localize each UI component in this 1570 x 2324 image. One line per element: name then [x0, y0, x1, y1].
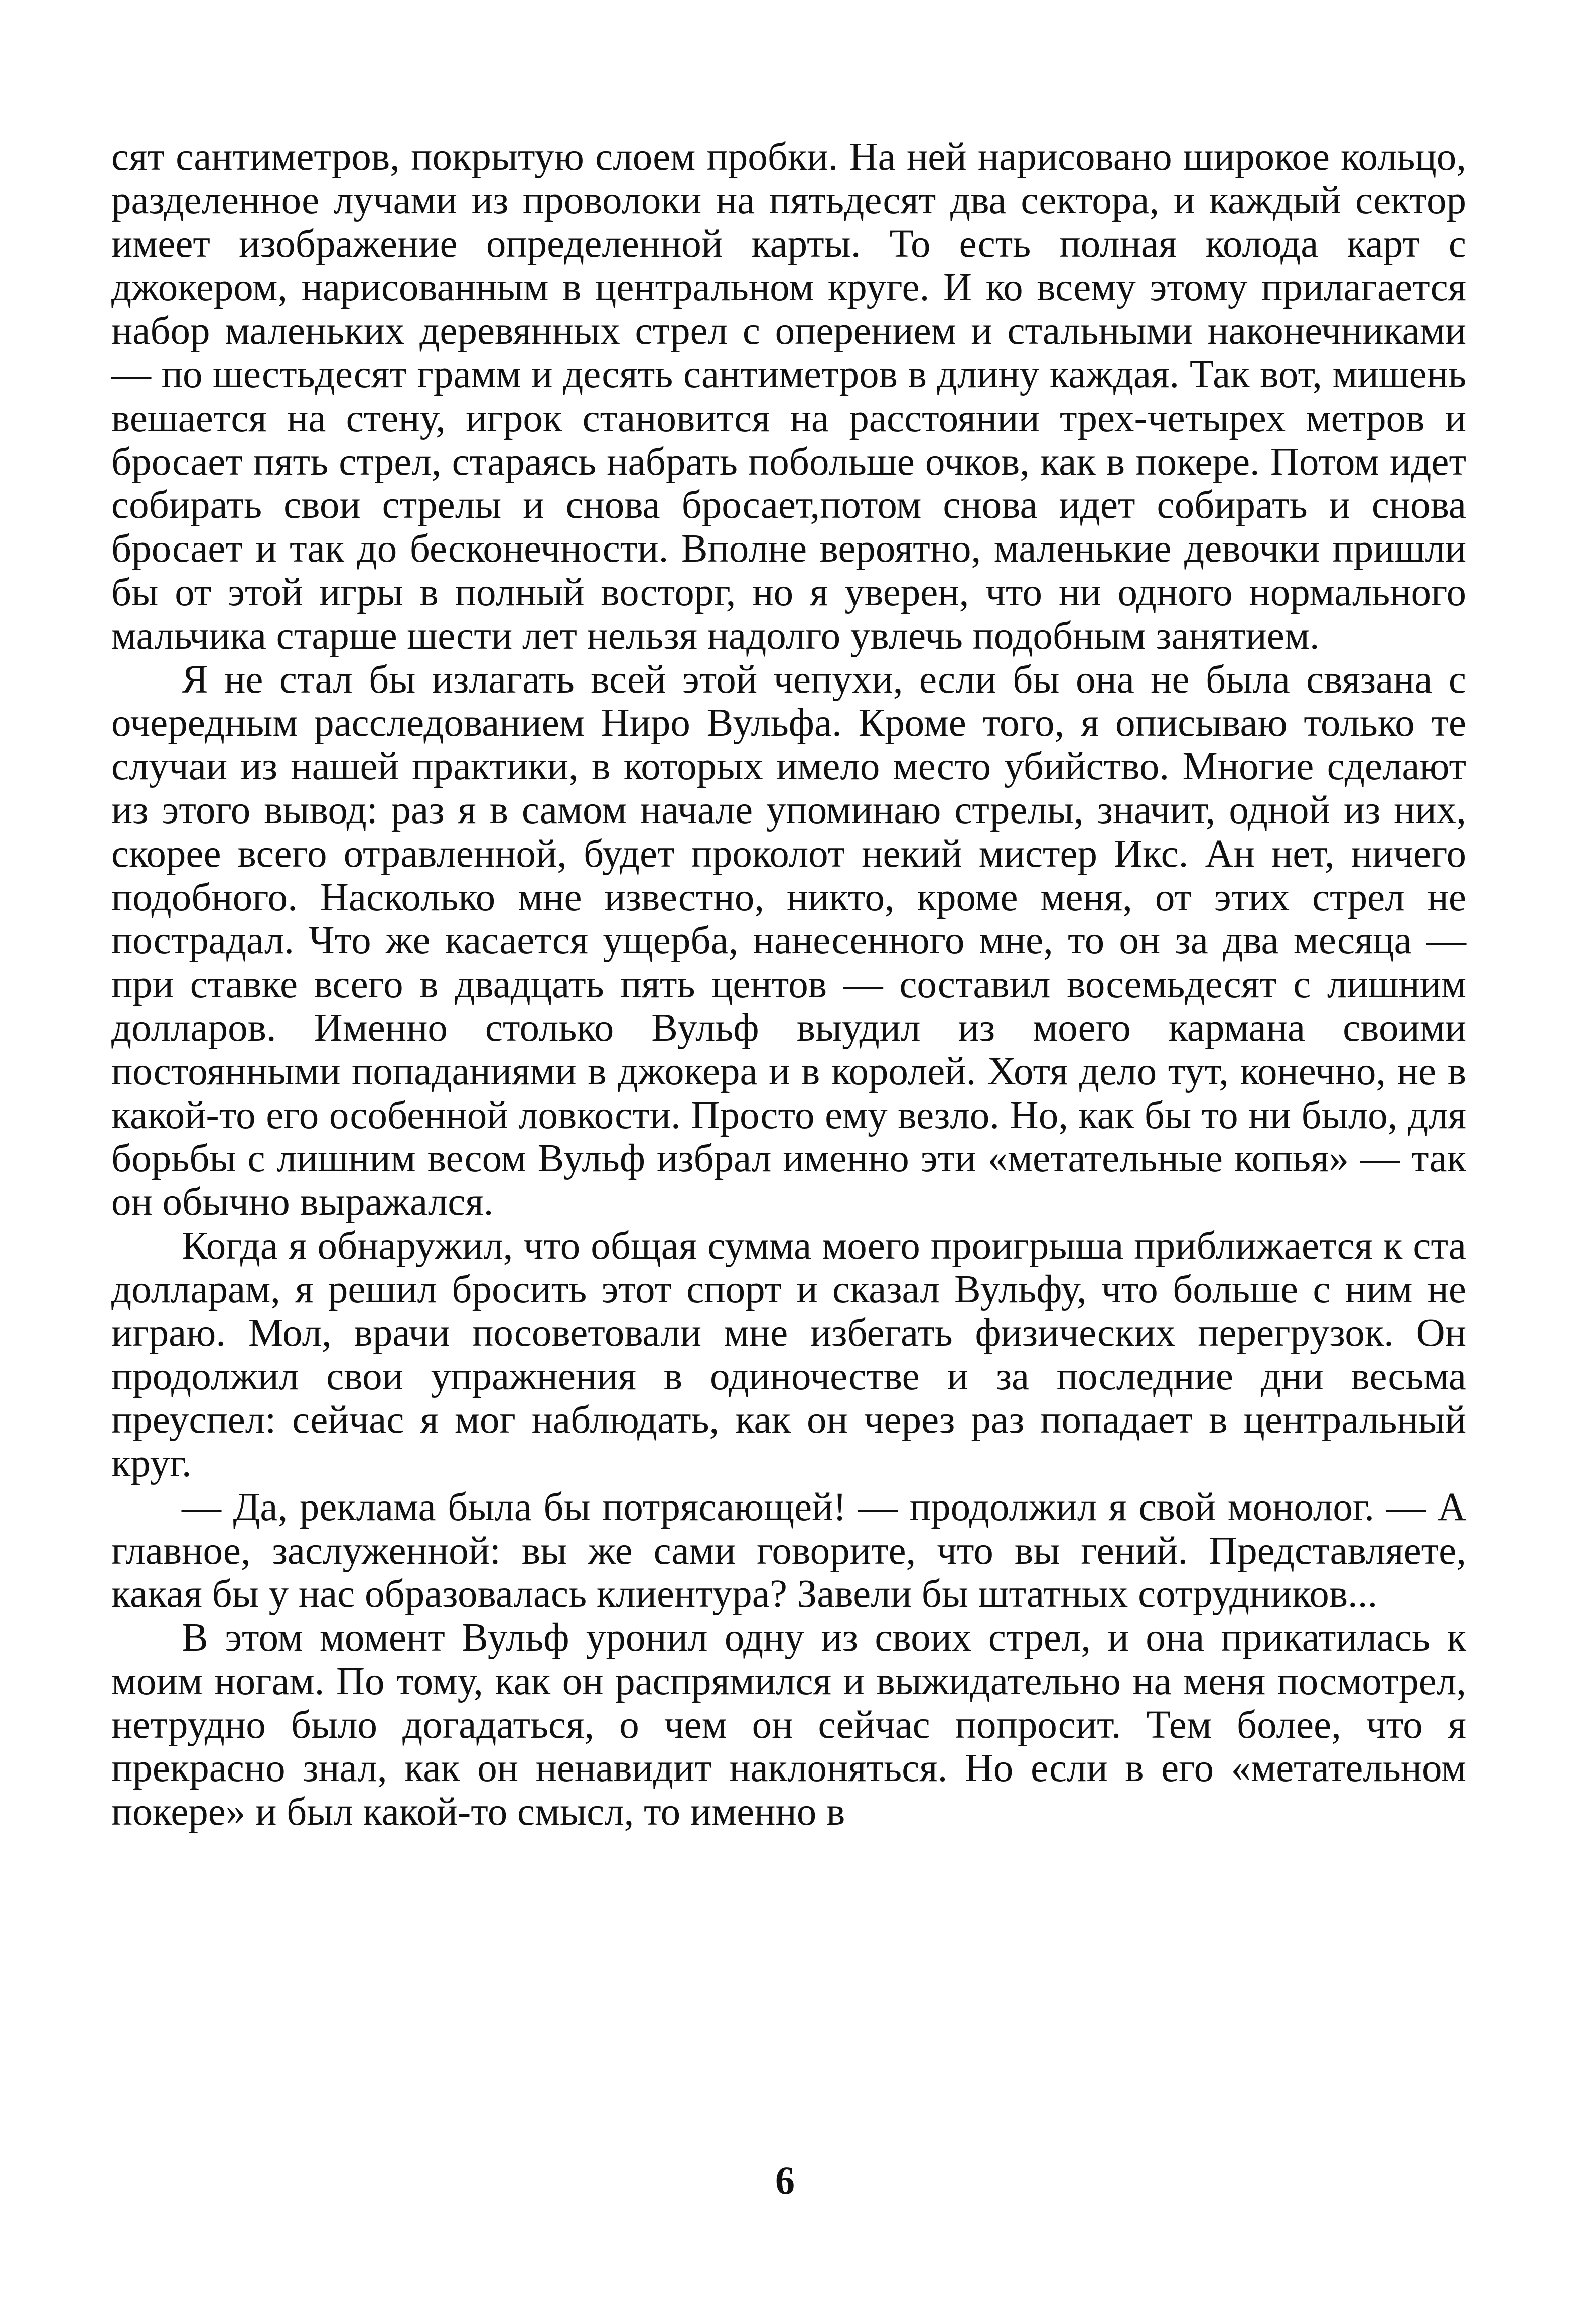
- paragraph-continuation: сят сантиметров, покрытую слоем пробки. На ней нарисовано широкое кольцо, разделенное лучами из проволоки на пятьдесят два сектора, и каждый сектор имеет изображение определенной карты. То есть полная колода карт с джокером, нарисованным в центральном круге. И ко всему этому прилагается набор маленьких деревянных стрел с оперением и стальными наконечниками — по шестьдесят грамм и десять сантиметров в длину каждая. Так вот, мишень вешается на стену, игрок становится на расстоянии трех-четырех метров и бросает пять стрел, стараясь набрать побольше очков, как в покере. Потом идет собирать свои стрелы и снова бросает,потом снова идет собирать и снова бросает и так до бесконечности. Вполне вероятно, маленькие девочки пришли бы от этой игры в полный восторг, но я уверен, что ни одного нормального мальчика старше шести лет нельзя надолго увлечь подобным занятием.: [111, 135, 1466, 658]
- paragraph-nero-wolfe-investigation: Я не стал бы излагать всей этой чепухи, если бы она не была связана с очередным расследованием Ниро Вульфа. Кроме того, я описываю только те случаи из нашей практики, в которых имело место убийство. Многие сделают из этого вывод: раз я в самом начале упоминаю стрелы, значит, одной из них, скорее всего отравленной, будет проколот некий мистер Икс. Ан нет, ничего подобного. Насколько мне известно, никто, кроме меня, от этих стрел не пострадал. Что же касается ущерба, нанесенного мне, то он за два месяца — при ставке всего в двадцать пять центов — составил восемьдесят с лишним долларов. Именно столько Вульф выудил из моего кармана своими постоянными попаданиями в джокера и в королей. Хотя дело тут, конечно, не в какой-то его особенной ловкости. Просто ему везло. Но, как бы то ни было, для борьбы с лишним весом Вульф избрал именно эти «метательные копья» — так он обычно выражался.: [111, 657, 1466, 1224]
- page-number: 6: [775, 2158, 795, 2202]
- paragraph-dialogue: — Да, реклама была бы потрясающей! — продолжил я свой монолог. — А главное, заслуженной: вы же сами говорите, что вы гений. Представляете, какая бы у нас образовалась клиентура? Завели бы штатных сотрудников...: [111, 1485, 1466, 1616]
- paragraph-losing-sum: Когда я обнаружил, что общая сумма моего проигрыша приближается к ста долларам, я решил бросить этот спорт и сказал Вульфу, что больше с ним не играю. Мол, врачи посоветовали мне избегать физических перегрузок. Он продолжил свои упражнения в одиночестве и за последние дни весьма преуспел: сейчас я мог наблюдать, как он через раз попадает в центральный круг.: [111, 1223, 1466, 1485]
- paragraph-dropped-dart: В этом момент Вульф уронил одну из своих стрел, и она прикатилась к моим ногам. По тому, как он распрямился и выжидательно на меня посмотрел, нетрудно было догадаться, о чем он сейчас попросит. Тем более, что я прекрасно знал, как он ненавидит наклоняться. Но если в его «метательном покере» и был какой-то смысл, то именно в: [111, 1616, 1466, 1834]
- page-body: [111, 135, 1466, 1834]
